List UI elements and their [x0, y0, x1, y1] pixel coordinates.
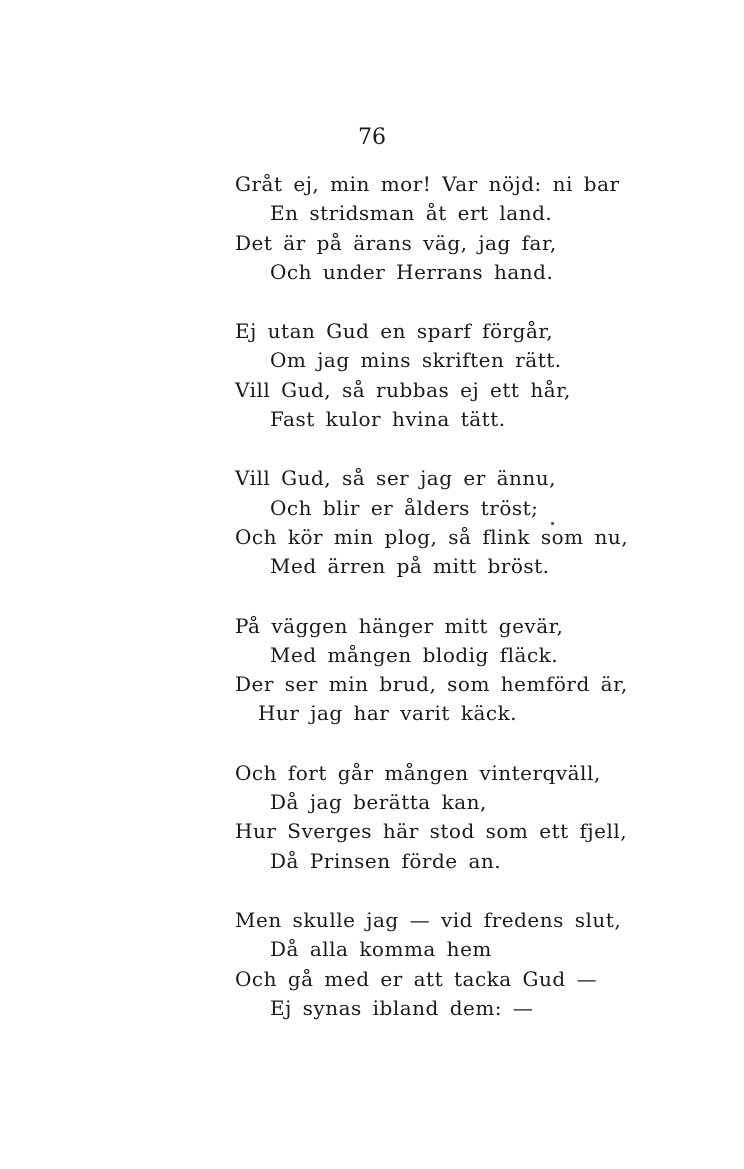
- poem-line: En stridsman åt ert land.: [270, 201, 553, 226]
- poem-line: Det är på ärans väg, jag far,: [235, 230, 557, 255]
- poem-line: Då jag berätta kan,: [270, 790, 487, 815]
- stanza-4: [0, 612, 744, 729]
- stanza-1: [0, 170, 744, 287]
- poem-line: Och blir er ålders tröst;: [270, 495, 539, 520]
- poem-line: På väggen hänger mitt gevär,: [235, 613, 564, 638]
- stanza-2: [0, 317, 744, 434]
- stanza-6: [0, 906, 744, 1023]
- poem-line: Och gå med er att tacka Gud —: [235, 966, 598, 991]
- poem-line: Då alla komma hem: [270, 937, 492, 962]
- ink-speck: [551, 522, 554, 525]
- poem-line: Om jag mins skriften rätt.: [270, 348, 562, 373]
- stanza-5: [0, 759, 744, 876]
- poem-line: Men skulle jag — vid fredens slut,: [235, 907, 622, 932]
- poem-line: Då Prinsen förde an.: [270, 848, 502, 873]
- poem-line: Hur Sverges här stod som ett fjell,: [235, 819, 628, 844]
- poem: [0, 170, 744, 1053]
- poem-line: Der ser min brud, som hemförd är,: [235, 672, 628, 697]
- poem-line: Gråt ej, min mor! Var nöjd: ni bar: [235, 172, 620, 196]
- poem-line: Vill Gud, så rubbas ej ett hår,: [235, 377, 571, 402]
- poem-line: Ej utan Gud en sparf förgår,: [235, 319, 554, 344]
- poem-line: Och under Herrans hand.: [270, 259, 554, 284]
- poem-line: Vill Gud, så ser jag er ännu,: [235, 466, 557, 491]
- stanza-3: [0, 464, 744, 581]
- poem-line: Med mången blodig fläck.: [270, 642, 559, 667]
- poem-line: Och kör min plog, så flink som nu,: [235, 524, 629, 549]
- page-number: 76: [358, 125, 386, 150]
- poem-line: Med ärren på mitt bröst.: [270, 554, 550, 579]
- poem-line: Ej synas ibland dem: —: [270, 995, 534, 1020]
- poem-line: Hur jag har varit käck.: [258, 701, 518, 726]
- poem-line: Fast kulor hvina tätt.: [270, 407, 506, 432]
- poem-line: Och fort går mången vinterqväll,: [235, 760, 601, 785]
